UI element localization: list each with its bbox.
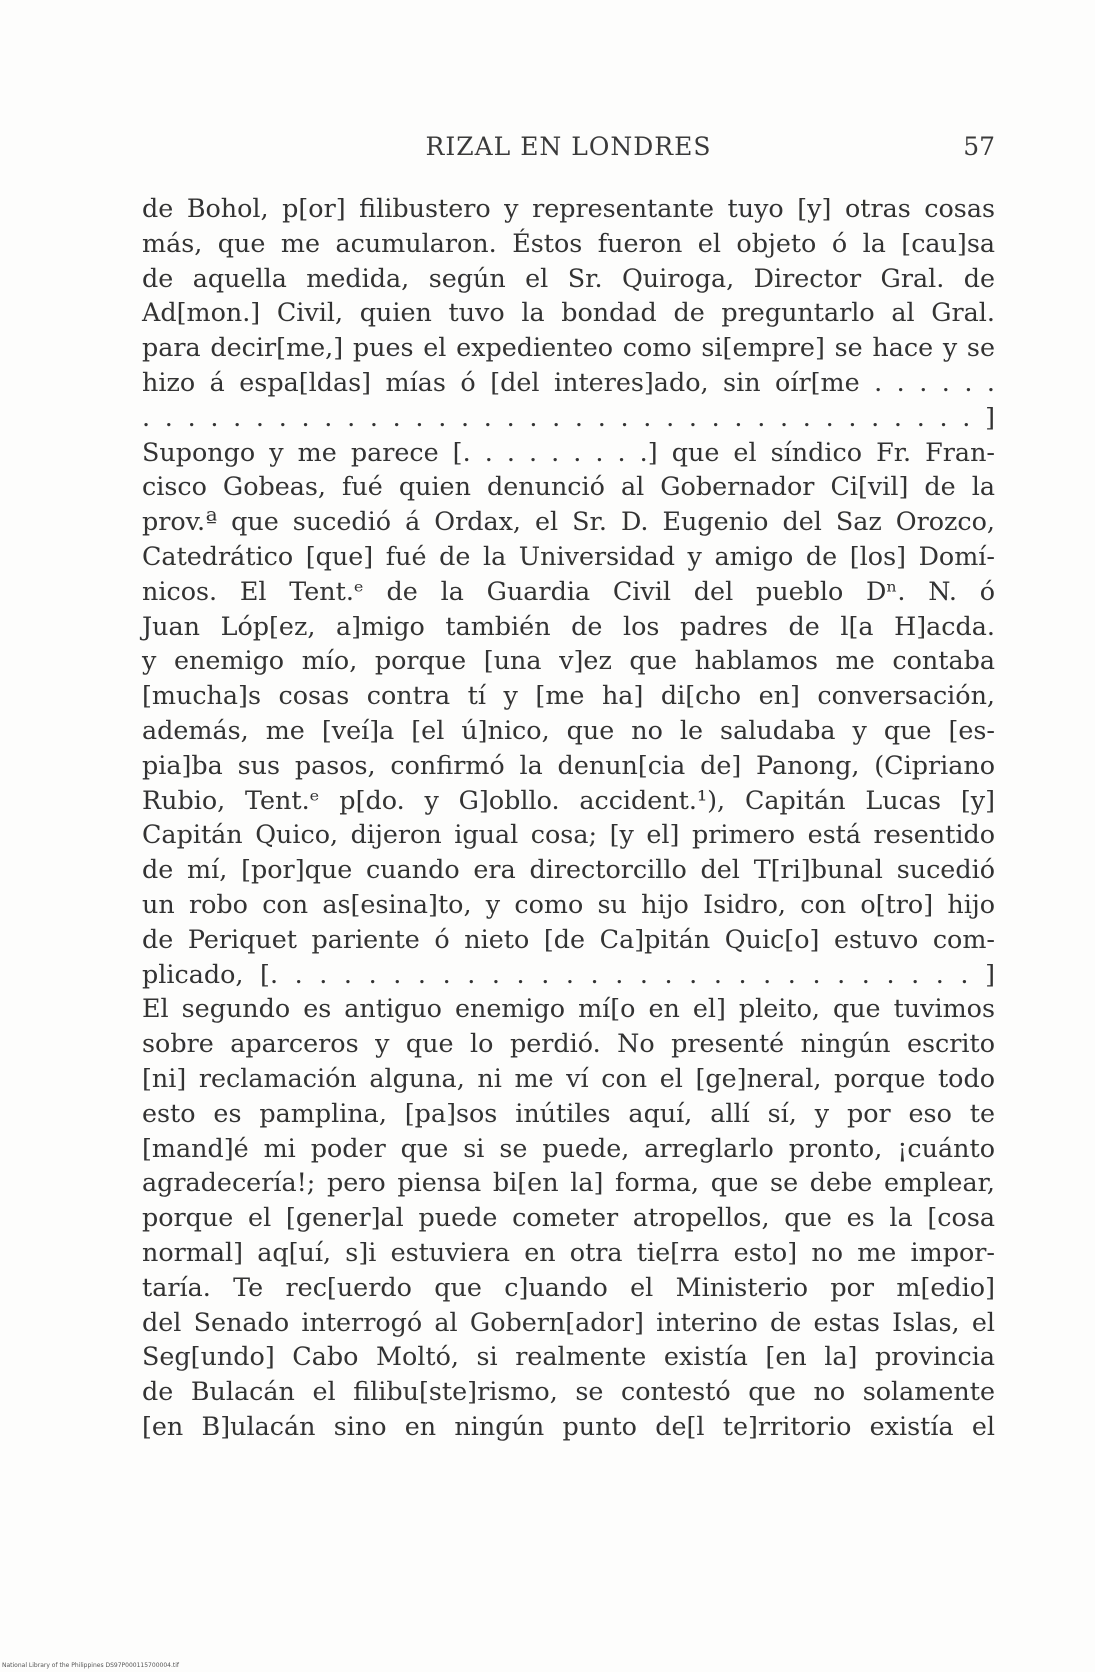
running-title: RIZAL EN LONDRES [425, 132, 712, 161]
text-line: Juan Lóp[ez, a]migo también de los padres de l[a H]acda. [142, 610, 995, 641]
text-line: Rubio, Tent.ᵉ p[do. y G]obllo. accident.¹), Capitán Lucas [y] [142, 784, 995, 815]
text-line: más, que me acumularon. Éstos fueron el objeto ó la [cau]sa [142, 227, 995, 258]
text-line: . . . . . . . . . . . . . . . . . . . . . . . . . . . . . . . . . . . . . ] [142, 401, 995, 432]
text-line: de aquella medida, según el Sr. Quiroga, Director Gral. de [142, 262, 995, 293]
text-line: pia]ba sus pasos, confirmó la denun[cia de] Panong, (Cipriano [142, 749, 995, 780]
text-line: cisco Gobeas, fué quien denunció al Gobernador Ci[vil] de la [142, 471, 995, 502]
text-line: de Periquet pariente ó nieto [de Ca]pitán Quic[o] estuvo com- [142, 923, 995, 954]
text-line: plicado, [. . . . . . . . . . . . . . . . . . . . . . . . . . . . . ] [142, 958, 995, 989]
text-line: normal] aq[uí, s]i estuviera en otra tie[rra esto] no me impor- [142, 1236, 995, 1267]
text-line: y enemigo mío, porque [una v]ez que hablamos me contaba [142, 645, 995, 676]
text-line: taría. Te rec[uerdo que c]uando el Ministerio por m[edio] [142, 1271, 995, 1302]
text-line: de Bulacán el filibu[ste]rismo, se contestó que no solamente [142, 1376, 995, 1407]
text-line: porque el [gener]al puede cometer atropellos, que es la [cosa [142, 1202, 995, 1233]
page-header [142, 132, 995, 172]
text-line: [ni] reclamación alguna, ni me ví con el [ge]neral, porque todo [142, 1062, 995, 1093]
text-line: sobre aparceros y que lo perdió. No presenté ningún escrito [142, 1028, 995, 1059]
text-line: Capitán Quico, dijeron igual cosa; [y el] primero está resentido [142, 819, 995, 850]
text-line: Ad[mon.] Civil, quien tuvo la bondad de preguntarlo al Gral. [142, 297, 995, 328]
text-line: esto es pamplina, [pa]sos inútiles aquí, allí sí, y por eso te [142, 1097, 995, 1128]
text-line: Seg[undo] Cabo Moltó, si realmente existía [en la] provincia [142, 1341, 995, 1372]
text-line: prov.ª que sucedió á Ordax, el Sr. D. Eugenio del Saz Orozco, [142, 506, 995, 537]
text-line: El segundo es antiguo enemigo mí[o en el] pleito, que tuvimos [142, 993, 995, 1024]
text-line: Catedrático [que] fué de la Universidad y amigo de [los] Domí- [142, 540, 995, 571]
text-line: del Senado interrogó al Gobern[ador] interino de estas Islas, el [142, 1306, 995, 1337]
text-line: de Bohol, p[or] filibustero y representante tuyo [y] otras cosas [142, 193, 995, 223]
text-line: [en B]ulacán sino en ningún punto de[l te]rritorio existía el [142, 1410, 995, 1441]
text-line: para decir[me,] pues el expedienteo como si[empre] se hace y se [142, 332, 995, 363]
text-line: hizo á espa[ldas] mías ó [del interes]ado, sin oír[me . . . . . . [142, 366, 995, 397]
archive-footer-note: National Library of the Philippines DS97P000115700004.tif [2, 1662, 180, 1669]
text-line: un robo con as[esina]to, y como su hijo Isidro, con o[tro] hijo [142, 888, 995, 919]
text-line: [mucha]s cosas contra tí y [me ha] di[cho en] conversación, [142, 680, 995, 711]
page-number: 57 [963, 132, 995, 161]
text-line: agradecería!; pero piensa bi[en la] forma, que se debe emplear, [142, 1167, 995, 1198]
text-line: además, me [veí]a [el ú]nico, que no le saludaba y que [es- [142, 714, 995, 745]
text-line: Supongo y me parece [. . . . . . . . .] que el síndico Fr. Fran- [142, 436, 995, 467]
text-line: de mí, [por]que cuando era directorcillo del T[ri]bunal sucedió [142, 854, 995, 885]
text-line: nicos. El Tent.ᵉ de la Guardia Civil del pueblo Dⁿ. N. ó [142, 575, 995, 606]
text-line: [mand]é mi poder que si se puede, arreglarlo pronto, ¡cuánto [142, 1132, 995, 1163]
body-text [142, 191, 995, 1444]
